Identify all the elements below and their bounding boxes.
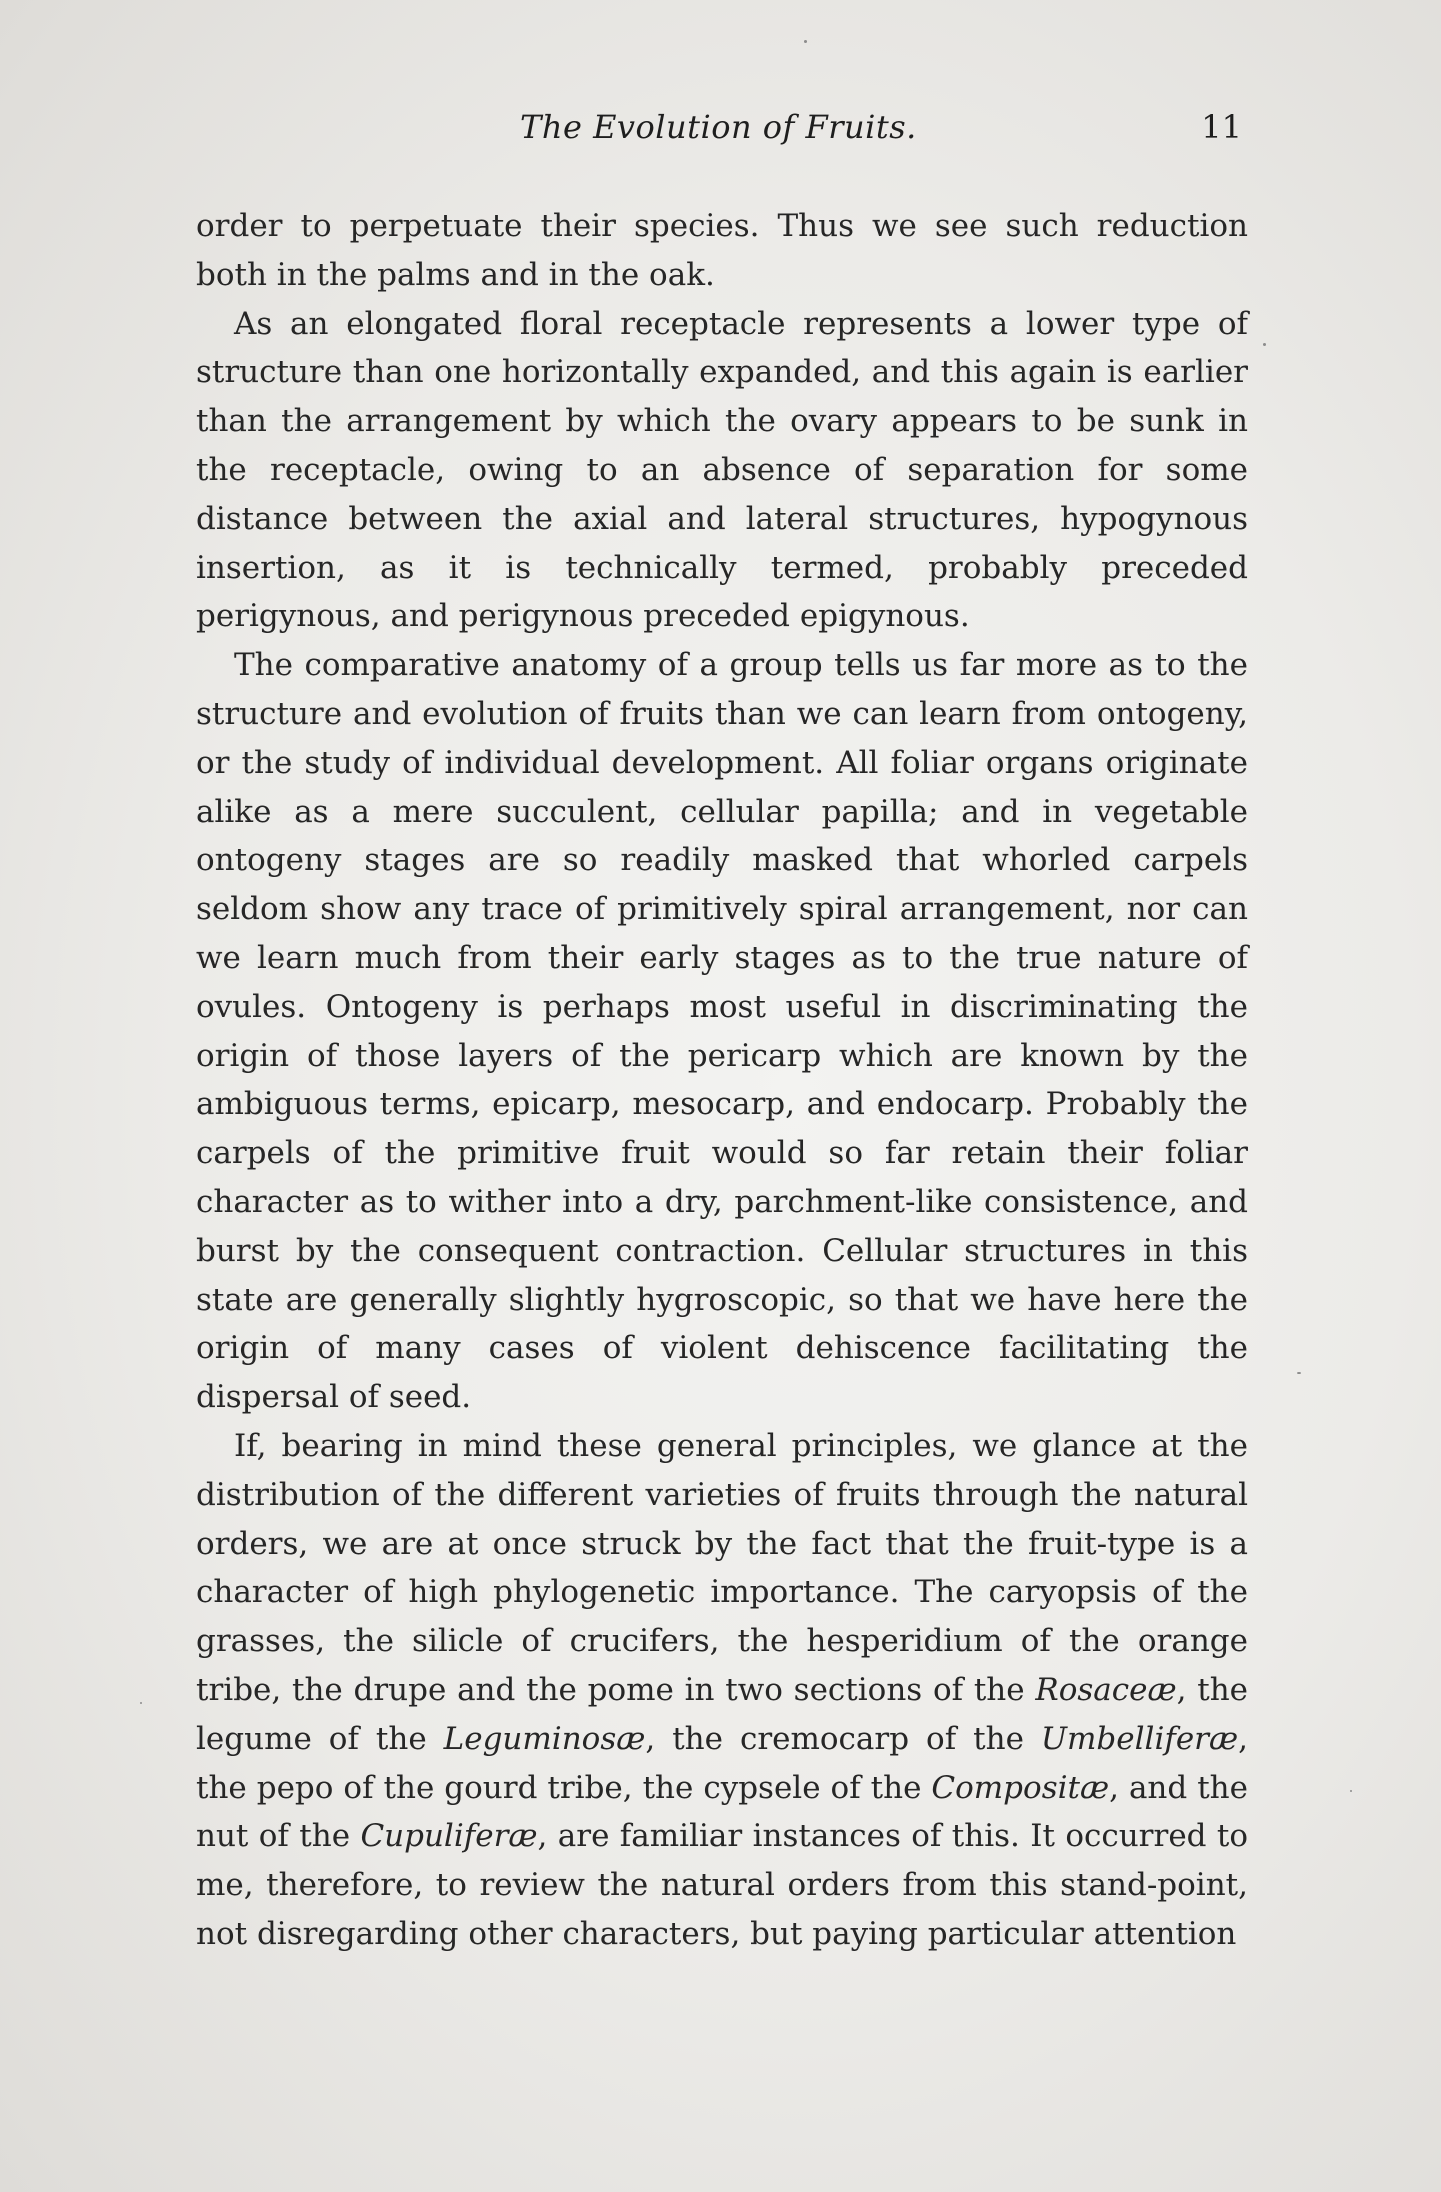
taxon-name: Cupuliferæ — [360, 1818, 538, 1855]
paragraph: As an elongated floral receptacle represents a lower type of structure than one horizontally expanded, and this again is earlier than the arrangement by which the ovary appears to be sunk in the receptacle, owing to an absence of separation for some distance between the axial and lateral structures, hypogynous insertion, as it is technically termed, probably preceded perigynous, and perigynous preceded epigynous. — [196, 305, 1248, 635]
paragraph: order to perpetuate their species. Thus we see such reduction both in the palms and in the oak. — [196, 208, 1248, 293]
text-segment: , the legume of the — [196, 1671, 1248, 1757]
text-segment: If, bearing in mind these general principles, we glance at the distribution of the different varieties of fruits through the natural orders, we are at once struck by the fact that the fruit-type is a character of high phylogenetic importance. The caryopsis of the grasses, the silicle of crucifers, the hesperidium of the orange tribe, the drupe and the pome in two sections of the — [196, 1427, 1248, 1708]
paper-speck — [1297, 1372, 1301, 1374]
body-text — [196, 202, 1248, 1959]
page-header — [190, 108, 1250, 158]
text-segment: , the pepo of the gourd tribe, the cypsele of the — [196, 1720, 1248, 1806]
paper-speck — [140, 1702, 142, 1704]
taxon-name: Compositæ — [931, 1769, 1110, 1806]
taxon-name: Rosaceæ — [1035, 1671, 1177, 1708]
page-number: 11 — [1201, 108, 1242, 146]
text-segment: , the cremocarp of the — [645, 1720, 1041, 1757]
paragraph: The comparative anatomy of a group tells us far more as to the structure and evolution of fruits than we can learn from ontogeny, or the study of individual development. All foliar organs originate alike as a mere succulent, cellular papilla; and in vegetable ontogeny stages are so readily masked that whorled carpels seldom show any trace of primitively spiral arrangement, nor can we learn much from their early stages as to the true nature of ovules. Ontogeny is perhaps most useful in discriminating the origin of those layers of the pericarp which are known by the ambiguous terms, epicarp, mesocarp, and endocarp. Probably the carpels of the primitive fruit would so far retain their foliar character as to wither into a dry, parchment-like consistence, and burst by the consequent contraction. Cellular structures in this state are generally slightly hygroscopic, so that we have here the origin of many cases of violent dehiscence facilitating the dispersal of seed. — [196, 647, 1248, 1416]
text-segment: , are familiar instances of this. It occurred to me, therefore, to review the natural orders from this stand-point, not disregarding other characters, but paying particular attention — [196, 1818, 1249, 1952]
taxon-name: Umbelliferæ — [1040, 1720, 1239, 1757]
paper-speck — [1263, 343, 1266, 346]
paper-speck — [1350, 1790, 1352, 1792]
text-segment: , and the nut of the — [196, 1769, 1248, 1855]
paper-speck — [804, 40, 807, 43]
running-title: The Evolution of Fruits. — [520, 108, 917, 146]
paragraph-with-taxa — [196, 1422, 1248, 1959]
taxon-name: Leguminosæ — [443, 1720, 646, 1757]
